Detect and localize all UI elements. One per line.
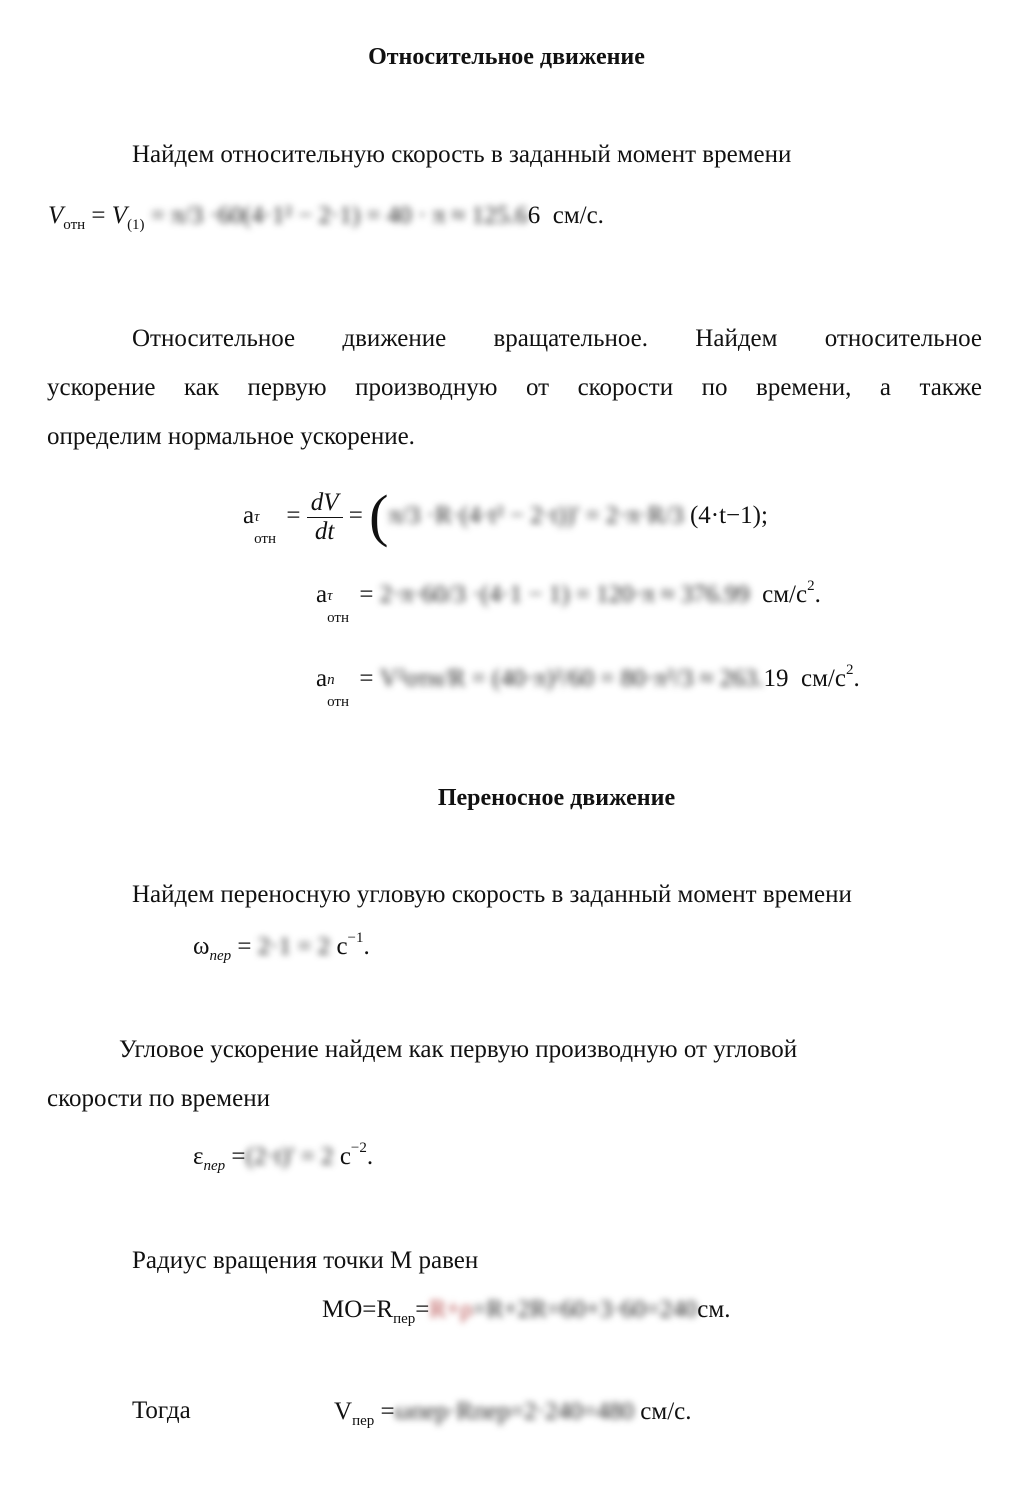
equation-tail: 19 — [763, 665, 789, 692]
equals-sign: = — [359, 665, 374, 692]
equation-tail: (4·t−1); — [689, 502, 768, 529]
symbol-a: a — [316, 581, 328, 608]
then-label: Тогда — [132, 1397, 191, 1424]
equation-tangential-acceleration-definition — [243, 482, 768, 549]
subscript-otn: отн — [254, 531, 276, 547]
equals-sign: = — [231, 1143, 246, 1170]
equals-sign: = — [415, 1296, 430, 1323]
unit-exponent: 2 — [845, 662, 854, 678]
blurred-expression: 2·1 = 2 — [257, 933, 331, 960]
fraction-numerator: dV — [307, 489, 343, 518]
unit-exponent: −2 — [350, 1140, 367, 1156]
period: . — [853, 665, 860, 692]
subscript-otn: отн — [327, 610, 349, 626]
angular-acceleration-line-2: скорости по времени — [47, 1085, 270, 1112]
subscript-otn: отн — [327, 694, 349, 710]
unit-label: см/с — [762, 581, 808, 608]
paragraph-line-2: ускорение как первую производную от скорости по времени, а также — [47, 374, 982, 401]
blurred-expression: (2·t)' = 2 — [245, 1143, 334, 1170]
unit-label: с — [339, 1143, 351, 1170]
fraction-denominator: dt — [314, 517, 335, 545]
open-paren: ( — [369, 483, 389, 548]
symbol-omega: ω — [193, 933, 210, 960]
blurred-expression: π/3 ·R·(4·t² − 2·t))' = 2·π·R/3 — [388, 502, 684, 529]
symbol-a: a — [316, 665, 328, 692]
radius-lhs: MO=R — [322, 1296, 394, 1323]
paragraph-line-1: Относительное движение вращательное. Найдем относительное — [132, 325, 982, 352]
equation-angular-acceleration — [193, 1140, 373, 1175]
equation-transport-velocity — [334, 1398, 692, 1430]
radius-intro: Радиус вращения точки М равен — [132, 1247, 479, 1274]
symbol-a: a — [243, 502, 255, 529]
equation-tangential-acceleration-value — [316, 578, 821, 626]
blurred-expression: =R+2R=60+3·60=240 — [472, 1296, 698, 1323]
blurred-expression-red: R+ρ — [429, 1296, 473, 1323]
unit-label: см/с. — [552, 202, 604, 229]
equals-sign-2: = — [348, 502, 363, 529]
symbol-v: V — [48, 202, 64, 229]
unit-label: см. — [697, 1296, 731, 1323]
equation-tail: 6 — [527, 202, 541, 229]
unit-label: см/с. — [640, 1398, 692, 1425]
symbol-epsilon: ε — [193, 1143, 204, 1170]
subscript-per: пер — [352, 1413, 375, 1429]
equals-sign: = — [237, 933, 252, 960]
relative-velocity-intro: Найдем относительную скорость в заданный момент времени — [132, 141, 792, 168]
symbol-v1: V — [111, 202, 128, 229]
period: . — [366, 1143, 374, 1170]
equation-angular-velocity — [193, 930, 370, 965]
derivative-fraction — [307, 489, 343, 546]
equals-sign: = — [91, 202, 106, 229]
symbol-v: V — [334, 1398, 353, 1425]
subscript-per: пер — [209, 948, 232, 964]
blurred-expression: = π/3 ·60(4·1² − 2·1) = 40 · π ≈ 125.6 — [150, 202, 528, 229]
equals-sign: = — [286, 502, 301, 529]
unit-label: с — [336, 933, 348, 960]
subscript-otn: отн — [63, 217, 86, 233]
unit-label: см/с — [800, 665, 846, 692]
subscript-per: пер — [393, 1311, 416, 1327]
unit-exponent: 2 — [807, 578, 815, 594]
section-heading-transport-motion: Переносное движение — [437, 785, 676, 811]
blurred-expression: 2·π·60/3 ·(4·1 − 1) = 120·π ≈ 376.99 — [379, 581, 750, 608]
unit-exponent: −1 — [347, 930, 364, 946]
equation-radius — [322, 1296, 730, 1328]
superscript-tau: τ — [254, 509, 260, 525]
blurred-expression: V²отн/R = (40·π)²/60 = 80·π²/3 ≈ 263. — [379, 665, 764, 692]
equals-sign: = — [359, 581, 374, 608]
period: . — [363, 933, 370, 960]
blurred-expression: ωпер·Rпер=2·240=480 — [394, 1398, 635, 1425]
superscript-tau: τ — [327, 588, 333, 604]
angular-acceleration-line-1: Угловое ускорение найдем как первую производную от угловой — [119, 1036, 798, 1063]
section-heading-relative-motion: Относительное движение — [368, 44, 645, 70]
angular-velocity-intro: Найдем переносную угловую скорость в заданный момент времени — [132, 881, 852, 908]
paragraph-line-3: определим нормальное ускорение. — [47, 423, 415, 450]
subscript-per: пер — [203, 1158, 226, 1174]
superscript-n: n — [327, 672, 335, 688]
subscript-1: (1) — [127, 217, 145, 233]
equation-normal-acceleration-value — [316, 662, 860, 710]
period: . — [814, 581, 821, 608]
equals-sign: = — [374, 1398, 395, 1425]
equation-relative-velocity — [48, 202, 604, 234]
